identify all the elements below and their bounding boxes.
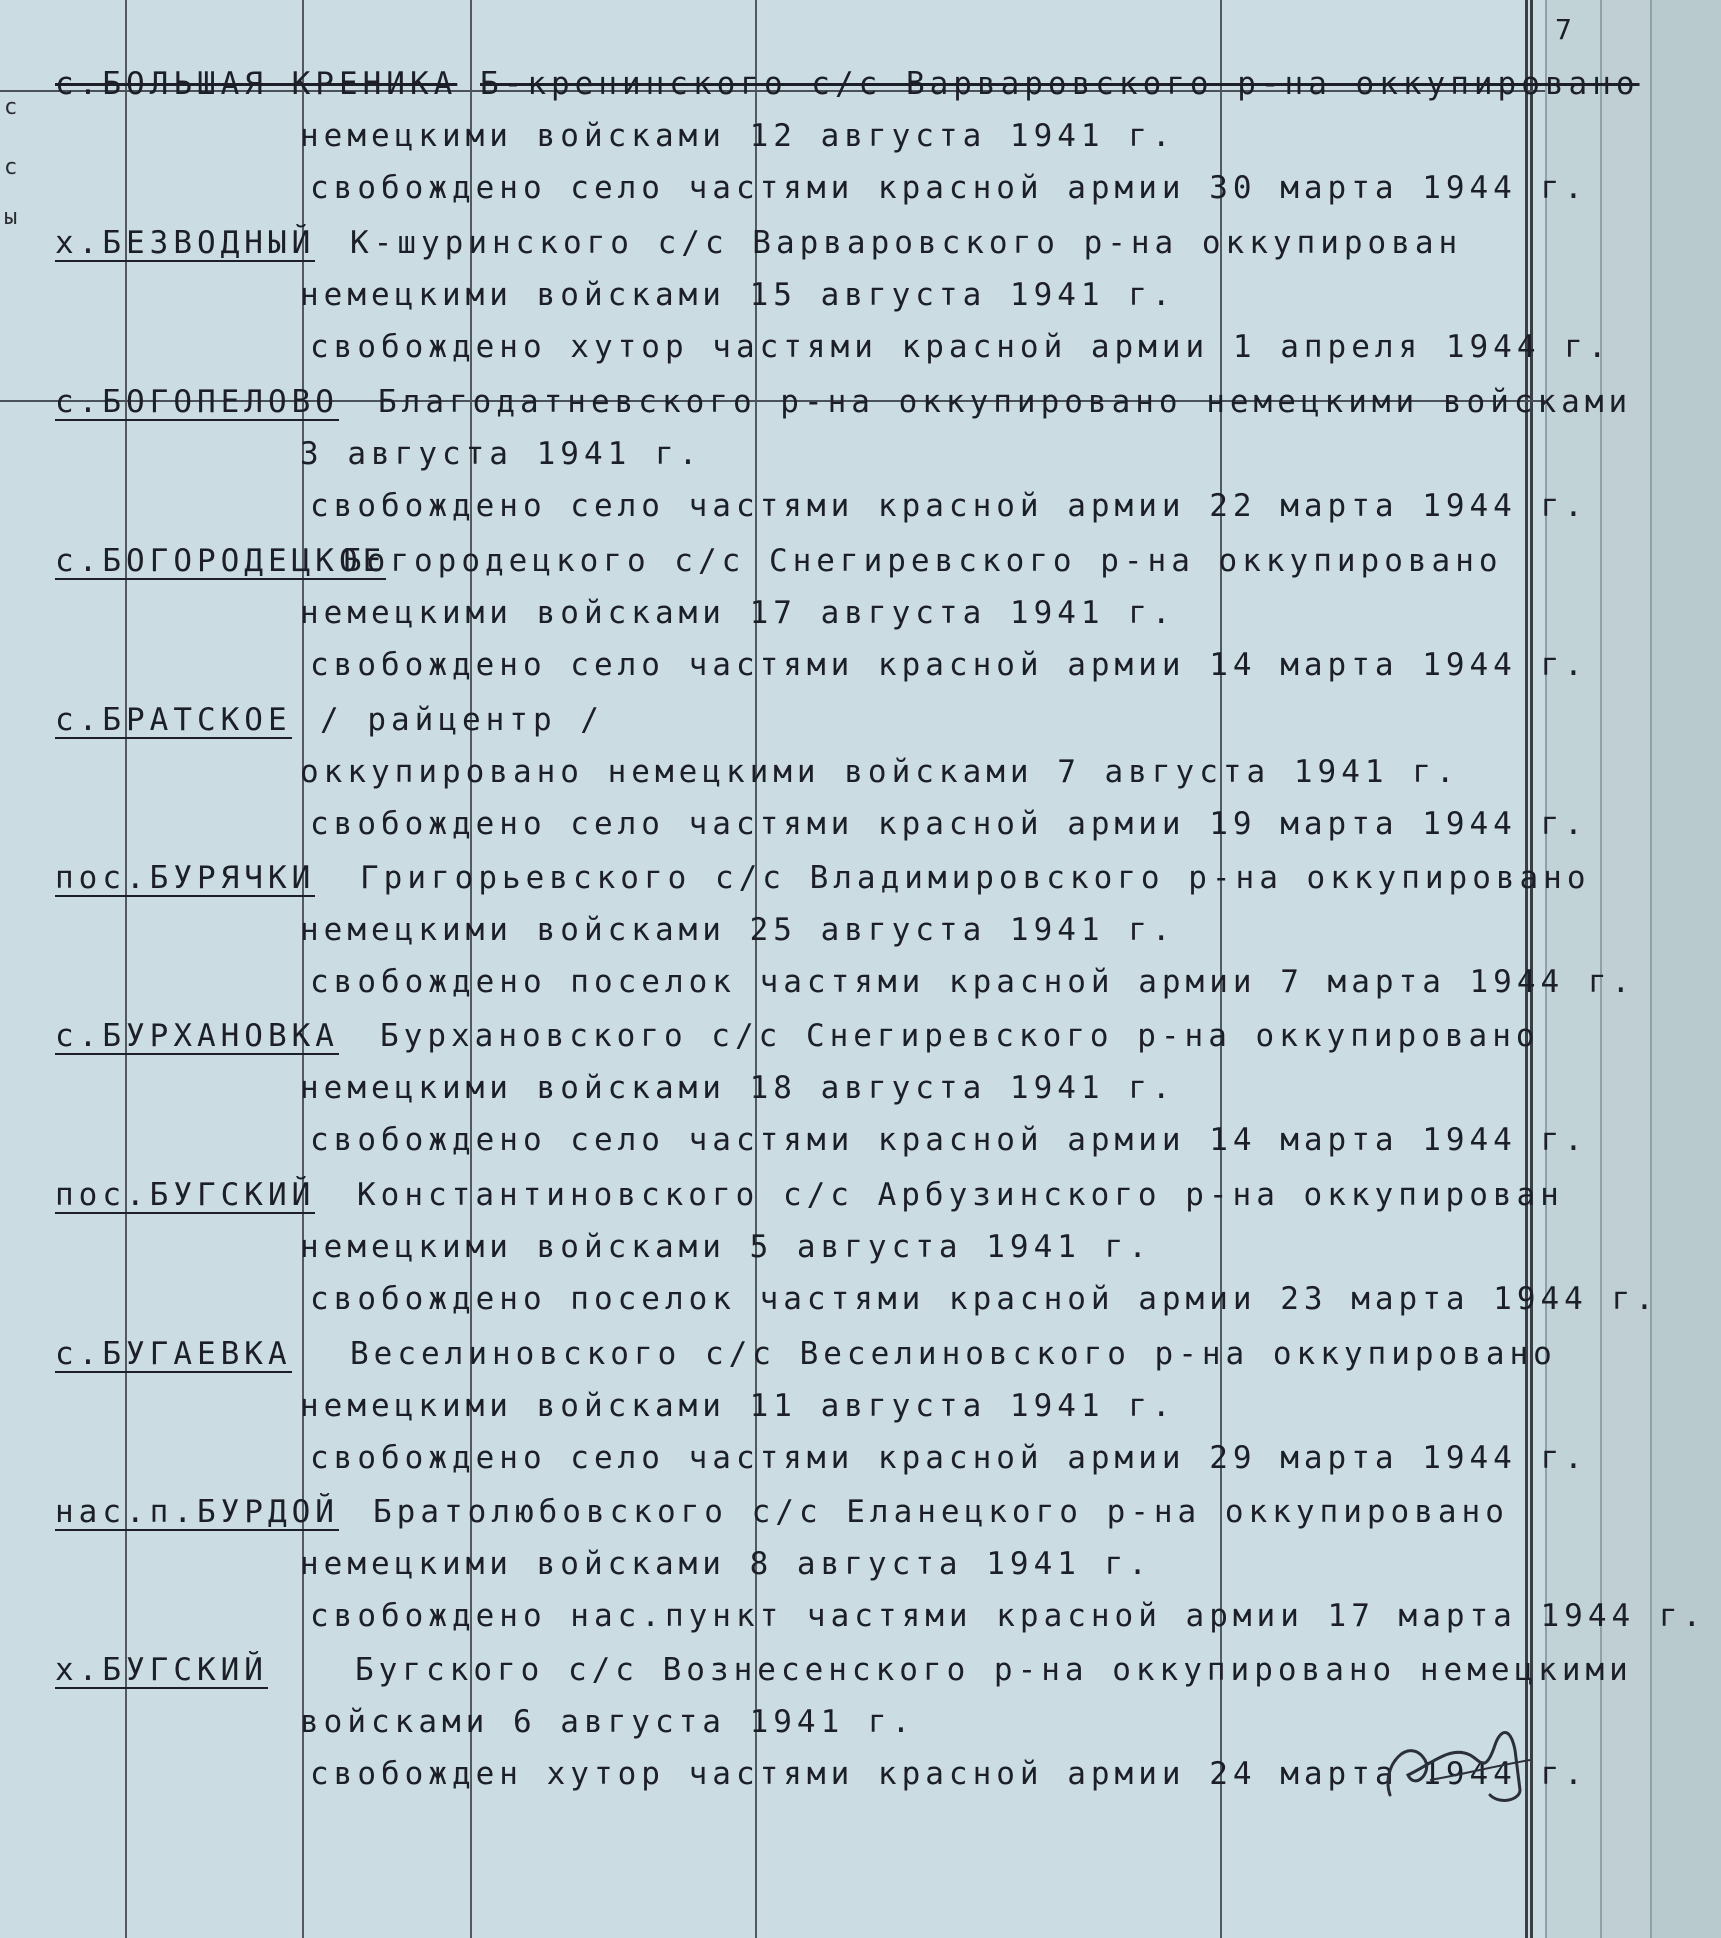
liberation-line: свобождено село частями красной армии 22 марта 1944 г. [310, 488, 1588, 524]
district-line: Братолюбовского с/с Еланецкого р-на оккупировано [373, 1494, 1509, 1530]
occupation-line: немецкими войсками 18 августа 1941 г. [300, 1070, 1176, 1106]
place-name [55, 541, 386, 581]
place-name [55, 382, 339, 422]
occupation-line: немецкими войсками 25 августа 1941 г. [300, 912, 1176, 948]
occupation-line: войсками 6 августа 1941 г. [300, 1704, 916, 1740]
place-name-text: с.БУРХАНОВКА [55, 1018, 339, 1054]
liberation-line: свобождено село частями красной армии 29 марта 1944 г. [310, 1440, 1588, 1476]
margin-mark: ы [4, 205, 18, 230]
liberation-line: свобожден хутор частями красной армии 24 марта 1944 г. [310, 1756, 1588, 1792]
place-name-text: с.БОГОРОДЕЦКОЕ [55, 543, 387, 579]
place-name [55, 1334, 292, 1374]
place-name [55, 700, 292, 740]
column-rule [125, 0, 127, 1938]
liberation-line: свобождено село частями красной армии 14 марта 1944 г. [310, 1122, 1588, 1158]
place-name [55, 64, 457, 104]
district-line: К-шуринского с/с Варваровского р-на оккупирован [350, 225, 1463, 261]
district-line: Благодатневского р-на оккупировано немецкими войсками [378, 384, 1633, 420]
place-name-text: с.БРАТСКОЕ [55, 702, 292, 738]
place-name [55, 1492, 339, 1532]
place-name-text: пос.БУГСКИЙ [55, 1177, 316, 1213]
liberation-line: свобождено село частями красной армии 19 марта 1944 г. [310, 806, 1588, 842]
district-line: Богородецкого с/с Снегиревского р-на оккупировано [343, 543, 1503, 579]
liberation-line: свобождено село частями красной армии 30 марта 1944 г. [310, 170, 1588, 206]
margin-mark: с [4, 155, 18, 180]
liberation-line: свобождено нас.пункт частями красной армии 17 марта 1944 г. [310, 1598, 1707, 1634]
occupation-line: немецкими войсками 5 августа 1941 г. [300, 1229, 1152, 1265]
liberation-line: свобождено поселок частями красной армии 23 марта 1944 г. [310, 1281, 1659, 1317]
place-name-text: с.БОГОПЕЛОВО [55, 384, 339, 420]
margin-mark: с [4, 95, 18, 120]
page-number: 7 [1555, 13, 1572, 46]
district-line: / райцентр / [320, 702, 604, 738]
district-line: Веселиновского с/с Веселиновского р-на оккупировано [350, 1336, 1557, 1372]
district-line: Григорьевского с/с Владимировского р-на оккупировано [360, 860, 1591, 896]
place-name [55, 223, 315, 263]
liberation-line: свобождено поселок частями красной армии 7 марта 1944 г. [310, 964, 1636, 1000]
place-name [55, 1016, 339, 1056]
occupation-line: 3 августа 1941 г. [300, 436, 703, 472]
district-line: Константиновского с/с Арбузинского р-на оккупирован [357, 1177, 1564, 1213]
occupation-line: немецкими войсками 15 августа 1941 г. [300, 277, 1176, 313]
place-name [55, 858, 315, 898]
liberation-line: свобождено село частями красной армии 14 марта 1944 г. [310, 647, 1588, 683]
place-name [55, 1175, 315, 1215]
occupation-line: оккупировано немецкими войсками 7 августа 1941 г. [300, 754, 1460, 790]
occupation-line: немецкими войсками 17 августа 1941 г. [300, 595, 1176, 631]
district-line: Бурхановского с/с Снегиревского р-на оккупировано [380, 1018, 1540, 1054]
place-name-text: с.БОЛЬШАЯ КРЕНИКА [55, 66, 458, 102]
occupation-line: немецкими войсками 8 августа 1941 г. [300, 1546, 1152, 1582]
handwritten-signature [1370, 1705, 1540, 1815]
occupation-line: немецкими войсками 11 августа 1941 г. [300, 1388, 1176, 1424]
page-stack-edge [1650, 0, 1721, 1938]
occupation-line: немецкими войсками 12 августа 1941 г. [300, 118, 1176, 154]
district-line: Б-кренинского с/с Варваровского р-на оккупировано [480, 66, 1640, 102]
place-name [55, 1650, 268, 1690]
place-name-text: нас.п.БУРДОЙ [55, 1494, 339, 1530]
place-name-text: с.БУГАЕВКА [55, 1336, 292, 1372]
place-name-text: х.БЕЗВОДНЫЙ [55, 225, 316, 261]
district-line: Бугского с/с Вознесенского р-на оккупировано немецкими [355, 1652, 1633, 1688]
place-name-text: пос.БУРЯЧКИ [55, 860, 316, 896]
liberation-line: свобождено хутор частями красной армии 1 апреля 1944 г. [310, 329, 1612, 365]
place-name-text: х.БУГСКИЙ [55, 1652, 268, 1688]
